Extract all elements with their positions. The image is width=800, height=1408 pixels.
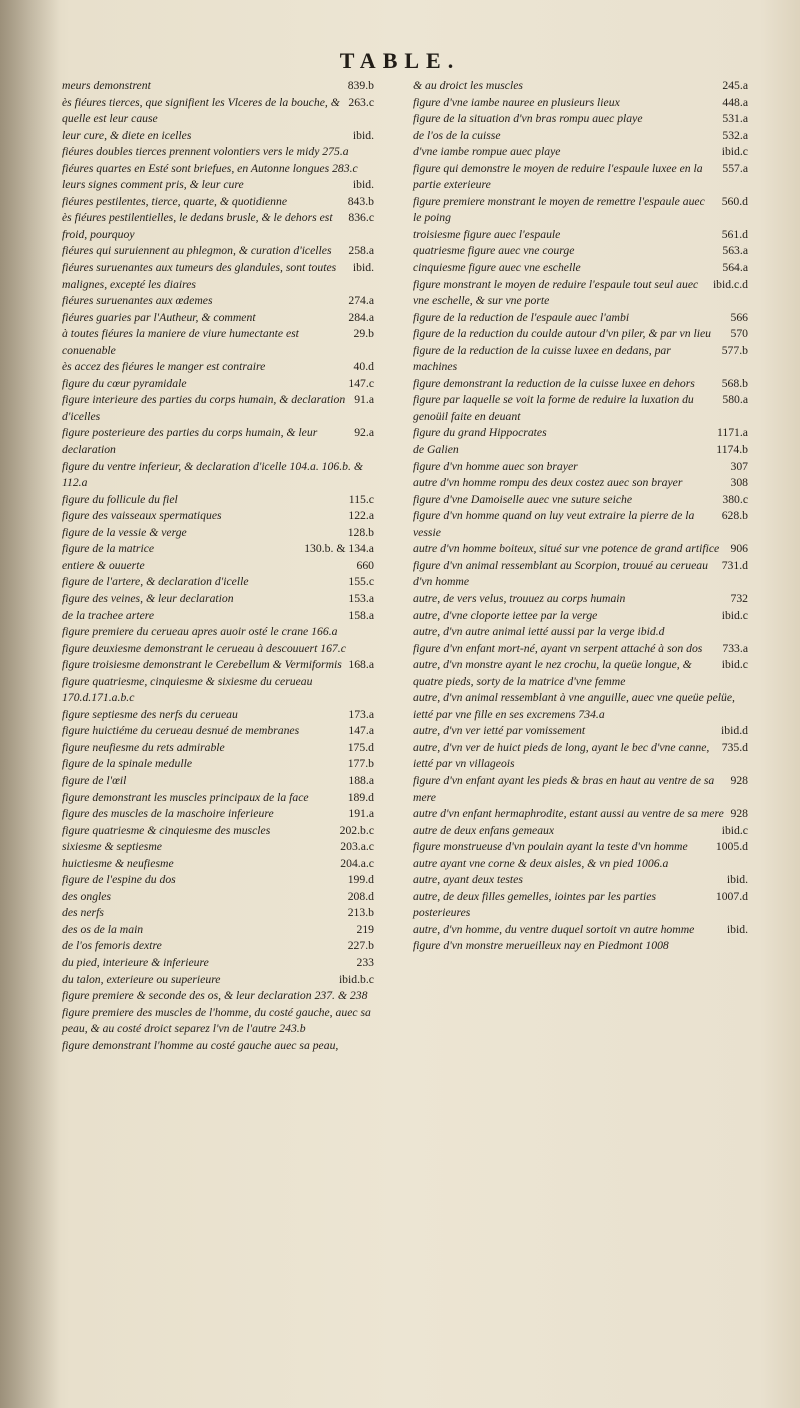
index-entry — [413, 95, 748, 112]
index-entry — [62, 972, 374, 989]
entry-text: meurs demonstrent — [62, 79, 151, 92]
index-entry — [62, 310, 374, 327]
entry-text: figure des vaisseaux spermatiques — [62, 509, 222, 523]
entry-text: d'vne iambe rompue auec playe — [413, 145, 561, 159]
index-entry — [62, 525, 374, 542]
entry-text: fiéures suruenantes aux tumeurs des glandules, sont toutes malignes, excepté les diaires — [62, 261, 337, 291]
entry-text: figure d'vn homme quand on luy veut extraire la pierre de la vessie — [413, 509, 695, 539]
index-entry — [62, 839, 374, 856]
index-entry — [62, 657, 374, 674]
entry-text: autre d'vn homme rompu des deux costez auec son brayer — [413, 476, 683, 490]
index-entry — [62, 773, 374, 790]
index-entry — [62, 541, 374, 558]
entry-text: figure quatriesme & cinquiesme des muscles — [62, 823, 271, 837]
page-reference: 906 — [730, 542, 748, 556]
page-reference: 258.a — [348, 244, 374, 258]
index-entry — [413, 922, 748, 939]
index-entry — [62, 392, 374, 425]
index-entry — [62, 243, 374, 260]
page-reference: ibid.c.d — [712, 277, 748, 291]
index-entry — [413, 541, 748, 558]
entry-text: figure de la vessie & verge — [62, 525, 187, 539]
index-entry — [62, 806, 374, 823]
index-entry — [413, 161, 748, 194]
page-reference: 168.a — [348, 658, 374, 672]
page-reference: ibid. — [726, 922, 748, 936]
page-reference: 91.a — [354, 393, 374, 407]
index-entry — [62, 558, 374, 575]
index-entry — [62, 641, 374, 658]
page-reference: ibid.b.c — [338, 972, 374, 986]
entry-text: figure qui demonstre le moyen de reduire l'espaule luxee en la partie exterieure — [413, 161, 703, 192]
page-reference: 732 — [730, 591, 748, 605]
page-reference: 1005.d — [715, 840, 748, 854]
index-entry — [62, 508, 374, 525]
entry-text: autre de deux enfans gemeaux — [413, 823, 555, 837]
index-column-right — [413, 78, 748, 955]
page-reference: 1007.d — [715, 889, 748, 903]
index-entry — [413, 773, 748, 806]
entry-text: fiéures guaries par l'Autheur, & comment — [62, 310, 256, 324]
entry-text: cinquiesme figure auec vne eschelle — [413, 261, 581, 275]
page-reference: 40.d — [353, 360, 374, 374]
entry-text: autre d'vn enfant hermaphrodite, estant aussi au ventre de sa mere — [413, 807, 724, 821]
page-reference: 561.d — [721, 227, 748, 241]
index-entry — [62, 459, 374, 492]
entry-text: figure premiere & seconde des os, & leur declaration 237. & 238 — [62, 989, 368, 1003]
index-entry — [62, 723, 374, 740]
entry-text: figure huictiéme du cerueau desnué de membranes — [62, 724, 300, 738]
page-reference: 158.a — [348, 608, 374, 622]
entry-text: fiéures pestilentes, tierce, quarte, & quotidienne — [62, 194, 288, 208]
entry-text: figure du follicule du fiel — [62, 492, 178, 506]
index-column-left — [62, 78, 374, 1054]
entry-text: figure monstrant le moyen de reduire l'espaule tout seul auec vne eschelle, & sur vne porte — [413, 277, 699, 308]
page-reference: 208.d — [347, 889, 374, 903]
index-entry — [62, 938, 374, 955]
page-reference: 177.b — [347, 757, 374, 771]
entry-text: des ongles — [62, 889, 112, 903]
entry-text: autre, d'vn ver ietté par vomissement — [413, 724, 586, 738]
index-entry — [62, 144, 374, 161]
entry-text: figure d'vne Damoiselle auec vne suture seiche — [413, 492, 633, 506]
entry-text: figure deuxiesme demonstrant le cerueau à descouuert 167.c — [62, 641, 346, 655]
index-entry — [413, 492, 748, 509]
index-entry — [62, 608, 374, 625]
index-entry — [413, 475, 748, 492]
page-reference: 839.b — [347, 79, 374, 92]
entry-text: figure de la reduction de l'espaule auec l'ambi — [413, 310, 630, 324]
index-entry — [62, 790, 374, 807]
page-reference: 1174.b — [716, 443, 748, 457]
entry-text: ès accez des fiéures le manger est contraire — [62, 360, 266, 374]
index-entry — [62, 95, 374, 128]
entry-text: autre, de deux filles gemelles, iointes par les parties posterieures — [413, 889, 657, 920]
entry-text: figure du cœur pyramidale — [62, 376, 187, 390]
entry-text: figure d'vn enfant ayant les pieds & bras en haut au ventre de sa mere — [413, 773, 715, 804]
index-entry — [413, 194, 748, 227]
page-reference: 199.d — [347, 873, 374, 887]
index-entry — [62, 1038, 374, 1055]
page-reference: 263.c — [348, 95, 374, 109]
entry-text: à toutes fiéures la maniere de viure humectante est conuenable — [62, 327, 299, 357]
index-entry — [62, 326, 374, 359]
entry-text: leur cure, & diete en icelles — [62, 128, 192, 142]
index-entry — [413, 277, 748, 310]
page-reference: 733.a — [722, 641, 748, 655]
page-reference: ibid.c — [721, 823, 748, 837]
index-entry — [62, 889, 374, 906]
index-entry — [413, 641, 748, 658]
page-reference: 175.d — [347, 740, 374, 754]
index-entry — [62, 293, 374, 310]
page-reference: 155.c — [348, 575, 374, 589]
index-entry — [413, 144, 748, 161]
entry-text: de la trachee artere — [62, 608, 155, 622]
page-reference: 563.a — [722, 244, 748, 258]
entry-text: figure demonstrant la reduction de la cuisse luxee en dehors — [413, 376, 695, 390]
index-entry — [62, 922, 374, 939]
entry-text: fiéures suruenantes aux œdemes — [62, 294, 213, 308]
page-reference: ibid.c — [721, 658, 748, 672]
index-entry — [62, 707, 374, 724]
index-entry — [413, 723, 748, 740]
page-reference: 203.a.c — [340, 840, 374, 854]
index-entry — [413, 839, 748, 856]
entry-text: figure d'vne iambe nauree en plusieurs lieux — [413, 95, 620, 109]
index-entry — [62, 128, 374, 145]
page-reference: 213.b — [347, 906, 374, 920]
entry-text: autre, d'vn monstre ayant le nez crochu, la queüe longue, & quatre pieds, sorty de la matrice d'vne femme — [413, 658, 692, 688]
index-entry — [62, 492, 374, 509]
page-reference: ibid. — [352, 128, 374, 142]
entry-text: autre, d'vn autre animal ietté aussi par la verge ibid.d — [413, 625, 665, 639]
entry-text: figure d'vn homme auec son brayer — [413, 459, 578, 473]
page-reference: 577.b — [721, 343, 748, 357]
page-reference: 735.d — [721, 740, 748, 754]
entry-text: figure posterieure des parties du corps humain, & leur declaration — [62, 426, 318, 457]
entry-text: autre, d'vn ver de huict pieds de long, ayant le bec d'vne canne, ietté par vn villageois — [413, 740, 710, 771]
entry-text: autre, d'vn homme, du ventre duquel sortoit vn autre homme — [413, 922, 695, 936]
index-entry — [62, 988, 374, 1005]
page-reference: 130.b. & 134.a — [304, 542, 374, 556]
index-entry — [413, 425, 748, 442]
page-reference: 147.c — [348, 376, 374, 390]
index-entry — [62, 1005, 374, 1038]
page-reference: 580.a — [722, 393, 748, 407]
index-entry — [413, 508, 748, 541]
page-reference: 29.b — [353, 327, 374, 341]
page-reference: 731.d — [721, 558, 748, 572]
entry-text: figure premiere des muscles de l'homme, du costé gauche, auec sa peau, & au costé droict separez l'vn de l'autre 243.b — [62, 1005, 371, 1036]
index-entry — [62, 624, 374, 641]
index-entry — [413, 78, 748, 95]
entry-text: autre ayant vne corne & deux aisles, & vn pied 1006.a — [413, 856, 669, 870]
page-reference: ibid. — [352, 261, 374, 275]
page-reference: 189.d — [347, 790, 374, 804]
index-entry — [413, 806, 748, 823]
index-entry — [62, 78, 374, 95]
page-reference: 227.b — [347, 939, 374, 953]
entry-text: figure quatriesme, cinquiesme & sixiesme du cerueau 170.d.171.a.b.c — [62, 674, 313, 705]
entry-text: ès fiéures pestilentielles, le dedans brusle, & le dehors est froid, pourquoy — [62, 211, 333, 241]
index-entry — [413, 128, 748, 145]
page-header: TABLE. — [339, 48, 461, 73]
page-reference: 173.a — [348, 707, 374, 721]
page-reference: 147.a — [348, 724, 374, 738]
entry-text: figure neufiesme du rets admirable — [62, 740, 225, 754]
page-reference: 566 — [730, 310, 748, 324]
page-reference: 928 — [730, 773, 748, 787]
page-reference: 1171.a — [716, 426, 748, 440]
entry-text: figure de l'espine du dos — [62, 873, 176, 887]
index-entry — [62, 856, 374, 873]
entry-text: figure de la situation d'vn bras rompu auec playe — [413, 112, 643, 126]
index-entry — [413, 872, 748, 889]
index-entry — [62, 376, 374, 393]
entry-text: fiéures quartes en Esté sont briefues, en Autonne longues 283.c — [62, 161, 358, 175]
index-entry — [413, 343, 748, 376]
page-reference: 307 — [730, 459, 748, 473]
index-entry — [62, 359, 374, 376]
entry-text: huictiesme & neufiesme — [62, 856, 174, 870]
page-reference: 448.a — [722, 95, 748, 109]
page-reference: 284.a — [348, 310, 374, 324]
entry-text: figure de la matrice — [62, 542, 155, 556]
entry-text: figure du ventre inferieur, & declaration d'icelle 104.a. 106.b. & 112.a — [62, 459, 363, 490]
entry-text: figure demonstrant les muscles principaux de la face — [62, 790, 309, 804]
page-reference: 115.c — [348, 492, 374, 506]
page-reference: 191.a — [348, 807, 374, 821]
page-reference: 628.b — [721, 509, 748, 523]
index-entry — [413, 938, 748, 955]
page-reference: ibid.d — [721, 724, 748, 738]
page-reference: 380.c — [722, 492, 748, 506]
index-entry — [413, 459, 748, 476]
index-entry — [413, 591, 748, 608]
index-entry — [62, 425, 374, 458]
page-reference: 568.b — [721, 376, 748, 390]
index-entry — [413, 376, 748, 393]
entry-text: figure de la reduction du coulde autour d'vn piler, & par vn lieu — [413, 327, 711, 341]
page-reference: 219 — [356, 922, 374, 936]
entry-text: de l'os femoris dextre — [62, 939, 162, 953]
page-reference: 570 — [730, 327, 748, 341]
page-reference: 202.b.c — [339, 823, 374, 837]
entry-text: autre d'vn homme boiteux, situé sur vne potence de grand artifice — [413, 542, 720, 556]
page-reference: 233 — [356, 955, 374, 969]
index-entry — [413, 243, 748, 260]
binding-shadow — [0, 0, 60, 1408]
entry-text: autre, de vers velus, trouuez au corps humain — [413, 591, 626, 605]
entry-text: figure demonstrant l'homme au costé gauche auec sa peau, — [62, 1038, 339, 1052]
entry-text: figure des veines, & leur declaration — [62, 591, 234, 605]
entry-text: sixiesme & septiesme — [62, 840, 162, 854]
index-entry — [413, 740, 748, 773]
entry-text: figure de la reduction de la cuisse luxee en dedans, par machines — [413, 343, 671, 374]
index-entry — [62, 872, 374, 889]
entry-text: quatriesme figure auec vne courge — [413, 244, 575, 258]
entry-text: figure du grand Hippocrates — [413, 426, 547, 440]
entry-text: figure de l'artere, & declaration d'icelle — [62, 575, 249, 589]
entry-text: des os de la main — [62, 922, 144, 936]
entry-text: autre, d'vn animal ressemblant à vne anguille, auec vne queüe pelüe, ietté par vne fille en ses excremens 734.a — [413, 691, 735, 721]
index-entry — [413, 326, 748, 343]
entry-text: figure par laquelle se voit la forme de reduire la luxation du genoüil faite en deuant — [413, 393, 694, 423]
index-entry — [413, 227, 748, 244]
page-reference: 928 — [730, 807, 748, 821]
index-entry — [62, 260, 374, 293]
page-reference: 564.a — [722, 261, 748, 275]
entry-text: autre, ayant deux testes — [413, 873, 523, 887]
entry-text: & au droict les muscles — [413, 79, 523, 92]
entry-text: figure interieure des parties du corps humain, & declaration d'icelles — [62, 393, 346, 423]
entry-text: leurs signes comment pris, & leur cure — [62, 178, 244, 192]
page-reference: 92.a — [354, 426, 374, 440]
page-reference: ibid.c — [721, 145, 748, 159]
page-reference: 245.a — [722, 79, 748, 92]
index-entry — [62, 574, 374, 591]
index-entry — [413, 392, 748, 425]
entry-text: ès fiéures tierces, que signifient les Vlceres de la bouche, & quelle est leur cause — [62, 95, 340, 126]
index-entry — [62, 177, 374, 194]
index-entry — [62, 591, 374, 608]
page-reference: 308 — [730, 476, 748, 490]
index-entry — [413, 823, 748, 840]
entry-text: de l'os de la cuisse — [413, 128, 501, 142]
entry-text: figure d'vn animal ressemblant au Scorpion, trouué au cerueau d'vn homme — [413, 558, 708, 589]
page-reference: 153.a — [348, 591, 374, 605]
index-entry — [413, 442, 748, 459]
entry-text: figure d'vn enfant mort-né, ayant vn serpent attaché à son dos — [413, 641, 703, 655]
page-reference: 557.a — [722, 161, 748, 175]
index-entry — [62, 674, 374, 707]
page-reference: 660 — [356, 558, 374, 572]
entry-text: autre, d'vne cloporte iettee par la verge — [413, 608, 598, 622]
entry-text: fiéures doubles tierces prennent volontiers vers le midy 275.a — [62, 145, 349, 159]
page-reference: 274.a — [348, 294, 374, 308]
page-reference: 531.a — [722, 112, 748, 126]
index-entry — [413, 310, 748, 327]
entry-text: des nerfs — [62, 906, 104, 920]
index-entry — [413, 260, 748, 277]
index-entry — [413, 558, 748, 591]
entry-text: figure d'vn monstre merueilleux nay en Piedmont 1008 — [413, 939, 669, 953]
entry-text: troisiesme figure auec l'espaule — [413, 227, 561, 241]
index-entry — [413, 111, 748, 128]
index-entry — [413, 856, 748, 873]
entry-text: figure septiesme des nerfs du cerueau — [62, 707, 238, 721]
page-reference: 843.b — [347, 194, 374, 208]
index-entry — [413, 889, 748, 922]
page-reference: 128.b — [347, 525, 374, 539]
entry-text: figure des muscles de la maschoire inferieure — [62, 807, 274, 821]
index-entry — [62, 823, 374, 840]
entry-text: figure troisiesme demonstrant le Cerebellum & Vermiformis — [62, 658, 342, 672]
index-entry — [62, 905, 374, 922]
entry-text: figure premiere du cerueau apres auoir osté le crane 166.a — [62, 625, 338, 639]
page-reference: 836.c — [348, 211, 374, 225]
page-reference: 532.a — [722, 128, 748, 142]
entry-text: figure de la spinale medulle — [62, 757, 193, 771]
page-reference: 204.a.c — [340, 856, 374, 870]
entry-text: entiere & ouuerte — [62, 558, 145, 572]
page-reference: 188.a — [348, 773, 374, 787]
entry-text: fiéures qui suruiennent au phlegmon, & curation d'icelles — [62, 244, 332, 258]
entry-text: du talon, exterieure ou superieure — [62, 972, 221, 986]
index-entry — [413, 657, 748, 690]
entry-text: figure monstrueuse d'vn poulain ayant la teste d'vn homme — [413, 840, 688, 854]
index-entry — [62, 210, 374, 243]
entry-text: figure premiere monstrant le moyen de remettre l'espaule auec le poing — [413, 194, 705, 225]
index-entry — [62, 955, 374, 972]
page-reference: 122.a — [348, 509, 374, 523]
page-reference: ibid.c — [721, 608, 748, 622]
page-reference: ibid. — [726, 873, 748, 887]
entry-text: du pied, interieure & inferieure — [62, 955, 209, 969]
page-reference: ibid. — [352, 178, 374, 192]
entry-text: figure de l'œil — [62, 773, 127, 787]
index-entry — [62, 740, 374, 757]
index-entry — [62, 161, 374, 178]
entry-text: de Galien — [413, 443, 459, 457]
page-reference: 560.d — [721, 194, 748, 208]
index-entry — [413, 690, 748, 723]
index-entry — [62, 194, 374, 211]
index-entry — [413, 608, 748, 625]
index-entry — [62, 756, 374, 773]
index-entry — [413, 624, 748, 641]
